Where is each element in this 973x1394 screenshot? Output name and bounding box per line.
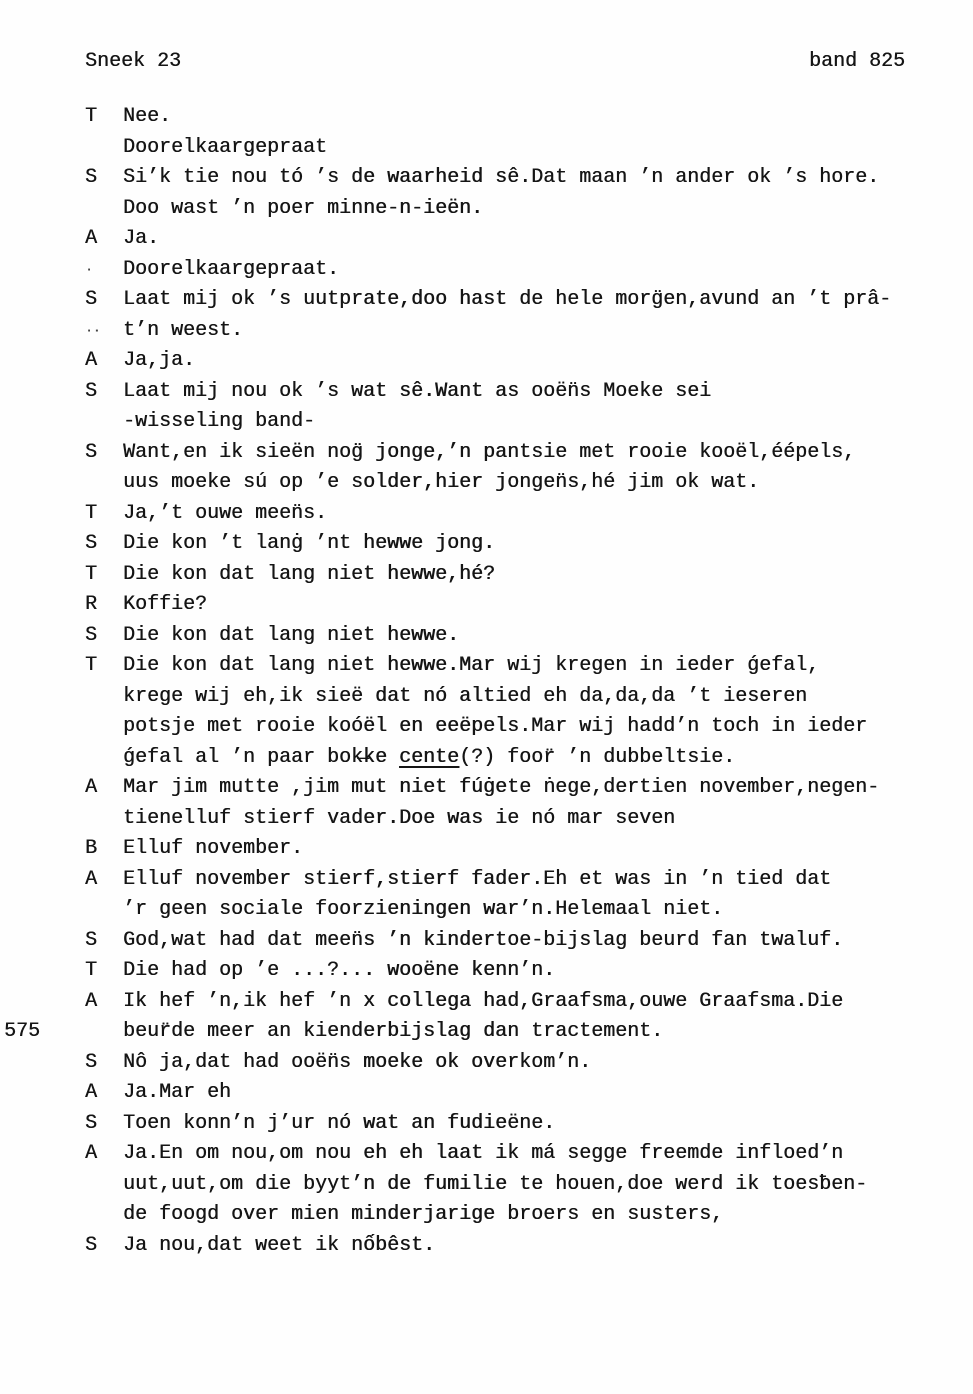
transcript-line	[0, 438, 973, 469]
transcript-line	[0, 1048, 973, 1079]
transcript-line	[0, 834, 973, 865]
line-text: Elluf november stierf,stierf fader.Eh et was in ’n tied dat	[123, 867, 832, 891]
speaker-label: S	[85, 623, 98, 647]
speaker-label: S	[85, 379, 98, 403]
line-text: Toen konn’n j’ur nó wat an fudieëne.	[123, 1111, 556, 1135]
transcript-line	[0, 682, 973, 713]
speaker-label	[85, 1200, 123, 1231]
speaker-label	[85, 895, 123, 926]
line-text: krege wij eh,ik sieë dat nó altied eh da,da,da ’t ieseren	[123, 684, 808, 708]
transcript-line	[0, 529, 973, 560]
line-text	[123, 743, 973, 774]
transcript-line	[0, 590, 973, 621]
transcript-line	[0, 133, 973, 164]
transcript-line	[0, 224, 973, 255]
transcript-line	[0, 1017, 973, 1048]
stray-mark: ··	[85, 322, 101, 338]
speaker-label: S	[85, 1050, 98, 1074]
transcript-line	[0, 651, 973, 682]
speaker-label: T	[85, 654, 98, 677]
speaker-label	[85, 1017, 123, 1048]
line-text-post: (?) foor̈ ’n dubbeltsie.	[459, 745, 736, 769]
transcript-line	[0, 1231, 973, 1262]
transcript-line	[0, 560, 973, 591]
underlined-word: cente	[399, 745, 460, 769]
speaker-label: A	[85, 867, 98, 891]
transcript-line	[0, 1200, 973, 1231]
header-right-band-number: band 825	[808, 50, 905, 73]
line-text: Mar jim mutte ,jim mut niet fúġete ṅege,dertien november,negen-	[123, 776, 880, 799]
speaker-label: A	[85, 1081, 98, 1104]
speaker-label: A	[85, 776, 98, 799]
transcript-line	[0, 255, 973, 286]
transcript-line	[0, 895, 973, 926]
transcript-line	[0, 987, 973, 1018]
line-text: potsje met rooie koóël en eeëpels.Mar wij hadd’n toch in ieder	[123, 715, 868, 738]
line-text: tienelluf stierf vader.Doe was ie nó mar seven	[123, 806, 676, 830]
transcript-line	[0, 1170, 973, 1201]
speaker-label	[85, 133, 123, 164]
stray-mark: ·	[85, 261, 93, 277]
speaker-label	[85, 804, 123, 835]
line-text: beur̈de meer an kienderbijslag dan tractement.	[123, 1020, 664, 1043]
line-text: Doorelkaargepraat	[123, 135, 328, 159]
speaker-label: S	[85, 532, 98, 555]
transcript-line	[0, 804, 973, 835]
line-text: Ja.	[123, 227, 160, 250]
transcript-line	[0, 1139, 973, 1170]
speaker-label: T	[85, 959, 98, 982]
transcript-line	[0, 926, 973, 957]
margin-line-number: 575	[4, 1020, 41, 1043]
line-text: Laat mij ok ’s uutprate,doo hast de hele morg̈en,avund an ’t prâ-	[123, 288, 892, 311]
line-text: Elluf november.	[123, 837, 304, 860]
line-text: Die kon dat lang niet hewwe,hé?	[123, 562, 496, 586]
line-text: t’n weest.	[123, 318, 244, 342]
line-text: Laat mij nou ok ’s wat sê.Want as ooën̈s Moeke sei	[123, 379, 712, 403]
transcript-line	[0, 194, 973, 225]
transcript-line	[0, 285, 973, 316]
speaker-label	[85, 407, 123, 438]
speaker-label: S	[85, 440, 98, 464]
transcript-line	[0, 407, 973, 438]
page-header	[0, 0, 973, 74]
transcript-line	[0, 163, 973, 194]
speaker-label: A	[85, 1142, 98, 1165]
speaker-label	[85, 743, 123, 774]
transcript-body	[0, 102, 973, 1261]
speaker-label: T	[85, 501, 98, 525]
line-text: Die kon dat lang niet hewwe.	[123, 623, 460, 647]
line-text: Ja,ja.	[123, 349, 196, 372]
speaker-label	[85, 194, 123, 225]
line-text: Si’k tie nou tó ’s de waarheid sê.Dat maan ’n ander ok ’s hore.	[123, 166, 880, 189]
speaker-label: S	[85, 288, 98, 311]
line-text: de foogd over mien minderjarige broers en susters,	[123, 1203, 724, 1226]
line-text: Die kon dat lang niet hewwe.Mar wij kregen in ieder ǵefal,	[123, 654, 820, 677]
transcript-line	[0, 1078, 973, 1109]
transcript-line	[0, 499, 973, 530]
line-text: uut,uut,om die byyt’n de fumilie te houen,doe werd ik toesƀen-	[123, 1172, 868, 1196]
line-text: Nô ja,dat had ooën̈s moeke ok overkom’n.	[123, 1050, 592, 1074]
transcript-line	[0, 621, 973, 652]
line-text: uus moeke sú op ’e solder,hier jongen̈s,hé jim ok wat.	[123, 471, 760, 494]
speaker-label: A	[85, 349, 98, 372]
speaker-label	[85, 682, 123, 713]
speaker-label: S	[85, 928, 98, 952]
transcript-line	[0, 377, 973, 408]
line-text: Die kon ’t lanġ ’nt hewwe jong.	[123, 532, 496, 555]
speaker-label	[85, 712, 123, 743]
speaker-label: T	[85, 105, 98, 128]
line-text: Doorelkaargepraat.	[123, 257, 340, 281]
transcript-line	[0, 712, 973, 743]
line-text: Die had op ’e ...?... wooëne kenn’n.	[123, 959, 556, 982]
transcript-line	[0, 468, 973, 499]
line-text: Ja.Mar eh	[123, 1081, 232, 1104]
line-text: Ja.En om nou,om nou eh eh laat ik má segge freemde infloed’n	[123, 1142, 844, 1165]
line-text: ’r geen sociale foorzieningen war’n.Helemaal niet.	[123, 898, 724, 921]
header-left-title: Sneek 23	[85, 50, 182, 73]
transcript-line	[0, 102, 973, 133]
transcript-line	[0, 773, 973, 804]
line-text: Ik hef ’n,ik hef ’n x collega had,Graafsma,ouwe Graafsma.Die	[123, 989, 844, 1013]
transcript-line	[0, 865, 973, 896]
speaker-label: B	[85, 837, 98, 860]
transcript-line	[0, 346, 973, 377]
transcript-line	[0, 743, 973, 774]
speaker-label: A	[85, 989, 98, 1013]
speaker-label: T	[85, 562, 98, 586]
transcript-line	[0, 956, 973, 987]
speaker-label	[85, 468, 123, 499]
line-text-pre: ǵefal al ’n paar bok̶ke	[123, 745, 400, 769]
speaker-label	[85, 1170, 123, 1201]
transcript-line	[0, 1109, 973, 1140]
transcript-line	[0, 316, 973, 347]
line-text: Nee.	[123, 105, 172, 128]
speaker-label: S	[85, 166, 98, 189]
speaker-label: S	[85, 1233, 98, 1257]
line-text: Want,en ik sieën nog̈ jonge,’n pantsie met rooie kooël,éépels,	[123, 440, 856, 464]
line-text: Ja,’t ouwe meen̈s.	[123, 501, 328, 525]
line-text: -wisseling band-	[123, 410, 316, 433]
speaker-label: A	[85, 227, 98, 250]
speaker-label: S	[85, 1111, 98, 1135]
line-text: Koffie?	[123, 593, 208, 616]
line-text: Ja nou,dat weet ik nốbêst.	[123, 1233, 436, 1257]
line-text: God,wat had dat meen̈s ’n kindertoe-bijslag beurd fan twaluf.	[123, 928, 844, 952]
speaker-label: R	[85, 593, 98, 616]
line-text: Doo wast ’n poer minne-n-ieën.	[123, 196, 484, 220]
